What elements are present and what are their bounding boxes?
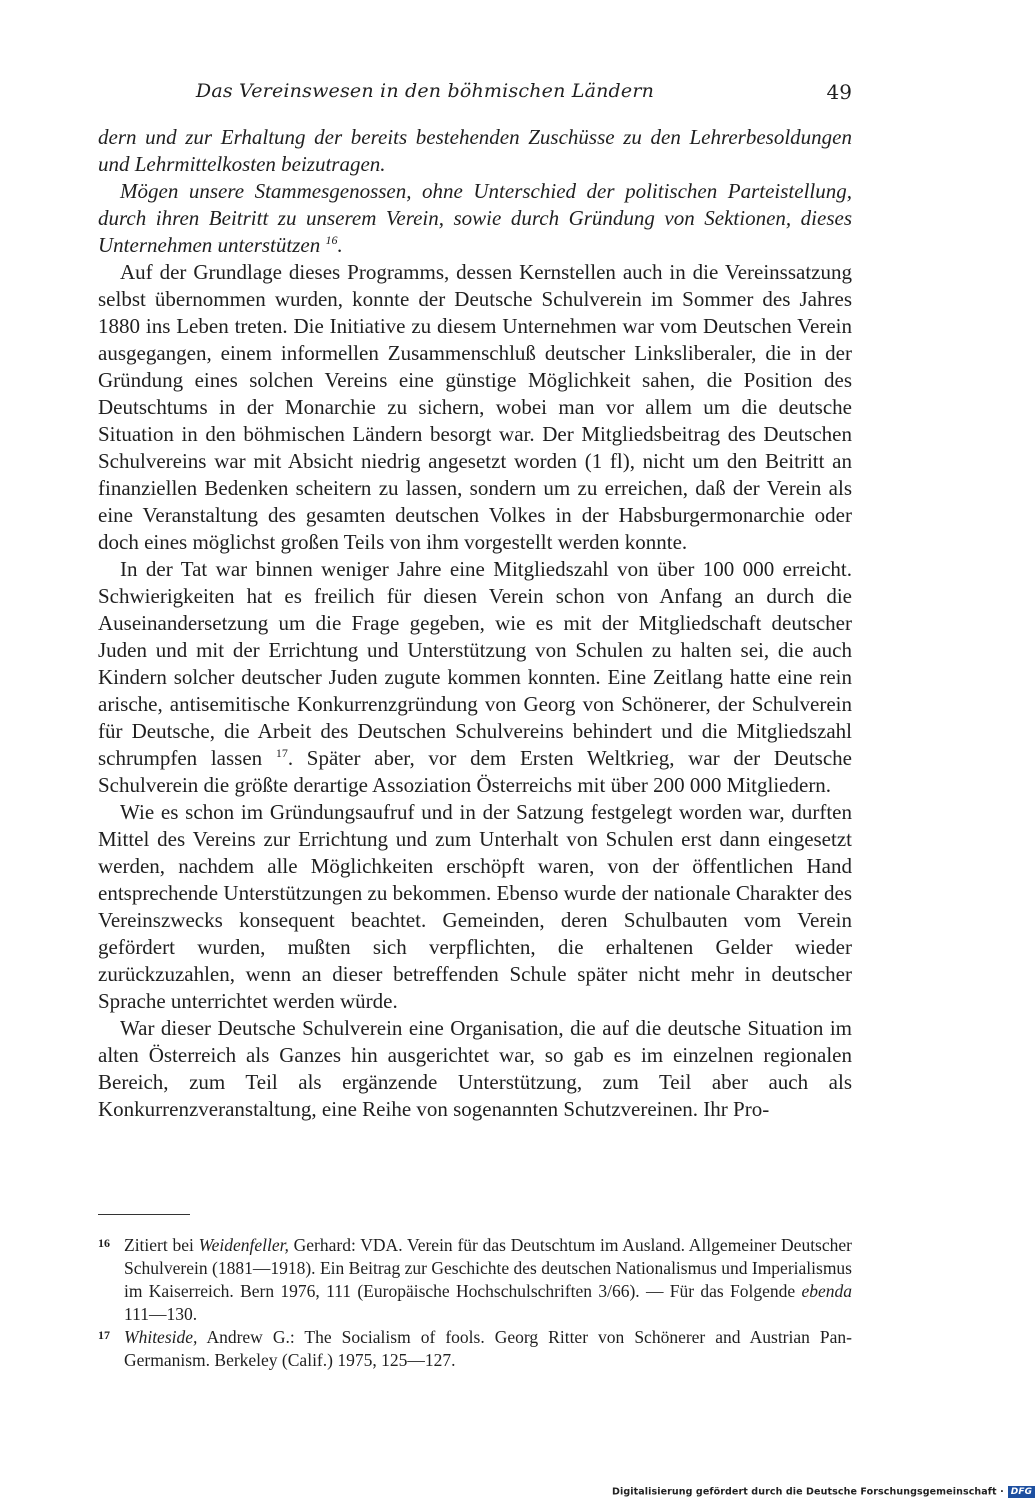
footnote-17 (98, 1326, 852, 1372)
footnote-text: Gerhard: VDA. Verein für das Deutschtum im Ausland. Allgemeiner Deutscher Schulverein (1881—1918). Ein Beitrag zur Geschichte des deutschen Nationalismus und Imperialismus im Kaiserreich. Bern 1976, 111 (Europäische Hochschulschriften 3/66). — Für das Folgende (124, 1235, 852, 1301)
footnote-text: 111—130. (124, 1304, 198, 1324)
page-header (98, 80, 852, 112)
paragraph-6: War dieser Deutsche Schulverein eine Organisation, die auf die deutsche Situation im alten Österreich als Ganzes hin ausgerichtet war, so gab es im einzelnen regionalen Bereich, zum Teil als ergänzende Unterstützung, zum Teil aber auch als Konkurrenzveranstaltung, eine Reihe von sogenannten Schutzvereinen. Ihr Pro- (98, 1016, 852, 1121)
main-text (98, 124, 852, 1123)
paragraph-2-end: . (337, 233, 343, 257)
footnote-text: Andrew G.: The Socialism of fools. Georg Ritter von Schönerer and Austrian Pan-Germanism. Berkeley (Calif.) 1975, 125—127. (124, 1327, 852, 1370)
paragraph-2 (98, 178, 852, 259)
footnote-16 (98, 1234, 852, 1326)
footnotes (98, 1234, 852, 1372)
paragraph-4 (98, 556, 852, 799)
digitization-footer (612, 1486, 1035, 1498)
paragraph-3: Auf der Grundlage dieses Programms, dessen Kernstellen auch in die Vereinssatzung selbst übernommen wurden, konnte der Deutsche Schulverein im Sommer des Jahres 1880 ins Leben treten. Die Initiative zu diesem Unternehmen war vom Deutschen Verein ausgegangen, einem informellen Zusammenschluß deutscher Linksliberaler, die in der Gründung eines solchen Vereins eine günstige Möglichkeit sahen, die Position des Deutschtums in der Monarchie zu sichern, wobei man vor allem um die deutsche Situation in den böhmischen Ländern besorgt war. Der Mitgliedsbeitrag des Deutschen Schulvereins war mit Absicht niedrig angesetzt worden (1 fl), nicht um den Beitritt an finanziellen Bedenken scheitern zu lassen, sondern um zu erreichen, daß der Verein als eine Veranstaltung des gesamten deutschen Volkes in der Habsburgermonarchie oder doch eines möglichst großen Teils von ihm vorgestellt werden konnte. (98, 260, 852, 554)
footnote-ebenda: ebenda (801, 1281, 852, 1301)
footnote-ref-17[interactable]: 17 (275, 746, 288, 760)
page-number: 49 (826, 80, 852, 104)
dfg-logo: DFG (1008, 1486, 1035, 1498)
footnote-number: 17 (98, 1328, 110, 1342)
paragraph-1: dern und zur Erhaltung der bereits bestehenden Zuschüsse zu den Lehrerbesoldungen und Lehrmittelkosten beizutragen. (98, 125, 852, 176)
footer-text: Digitalisierung gefördert durch die Deutsche Forschungsgemeinschaft · (612, 1486, 1004, 1498)
running-head: Das Vereinswesen in den böhmischen Ländern (195, 80, 655, 102)
paragraph-5: Wie es schon im Gründungsaufruf und in der Satzung festgelegt worden war, durften Mittel des Vereins zur Errichtung und zum Unterhalt von Schulen erst dann eingesetzt werden, nachdem alle Möglichkeiten erschöpft waren, von der öffentlichen Hand entsprechende Unterstützungen zu bekommen. Ebenso wurde der nationale Charakter des Vereinszwecks konsequent beachtet. Gemeinden, deren Schulbauten vom Verein gefördert wurden, mußten sich verpflichten, die erhaltenen Gelder wieder zurückzuzahlen, wenn an dieser betreffenden Schule später nicht mehr in deutscher Sprache unterrichtet werden würde. (98, 800, 852, 1013)
paragraph-4-text-b: . Später aber, vor dem Ersten Weltkrieg, war der Deutsche Schulverein die größte derartige Assoziation Österreichs mit über 200 000 Mitgliedern. (98, 746, 852, 797)
footnote-ref-16[interactable]: 16 (325, 233, 338, 247)
paragraph-4-text-a: In der Tat war binnen weniger Jahre eine Mitgliedszahl von über 100 000 erreicht. Schwierigkeiten hat es freilich für diesen Verein schon von Anfang an durch die Auseinandersetzung um die Frage gegeben, wie es mit der Mitgliedschaft deutscher Juden und mit der Errichtung und Unterstützung von Schulen zu halten sei, die auch Kindern solcher deutscher Juden zugute kommen konnten. Eine Zeitlang hatte eine rein arische, antisemitische Konkurrenzgründung von Georg von Schönerer, der Schulverein für Deutsche, die Arbeit des Deutschen Schulvereins behindert und die Mitgliedszahl schrumpfen lassen (98, 557, 852, 770)
footnote-divider (98, 1214, 190, 1215)
footnote-number: 16 (98, 1236, 110, 1250)
footnote-author: Whiteside, (124, 1327, 198, 1347)
paragraph-2-text: Mögen unsere Stammesgenossen, ohne Unterschied der politischen Parteistellung, durch ihren Beitritt zu unserem Verein, sowie durch Gründung von Sektionen, dieses Unternehmen unterstützen (98, 179, 852, 257)
footnote-text: Zitiert bei (124, 1235, 199, 1255)
footnote-author: Weidenfeller, (198, 1235, 289, 1255)
